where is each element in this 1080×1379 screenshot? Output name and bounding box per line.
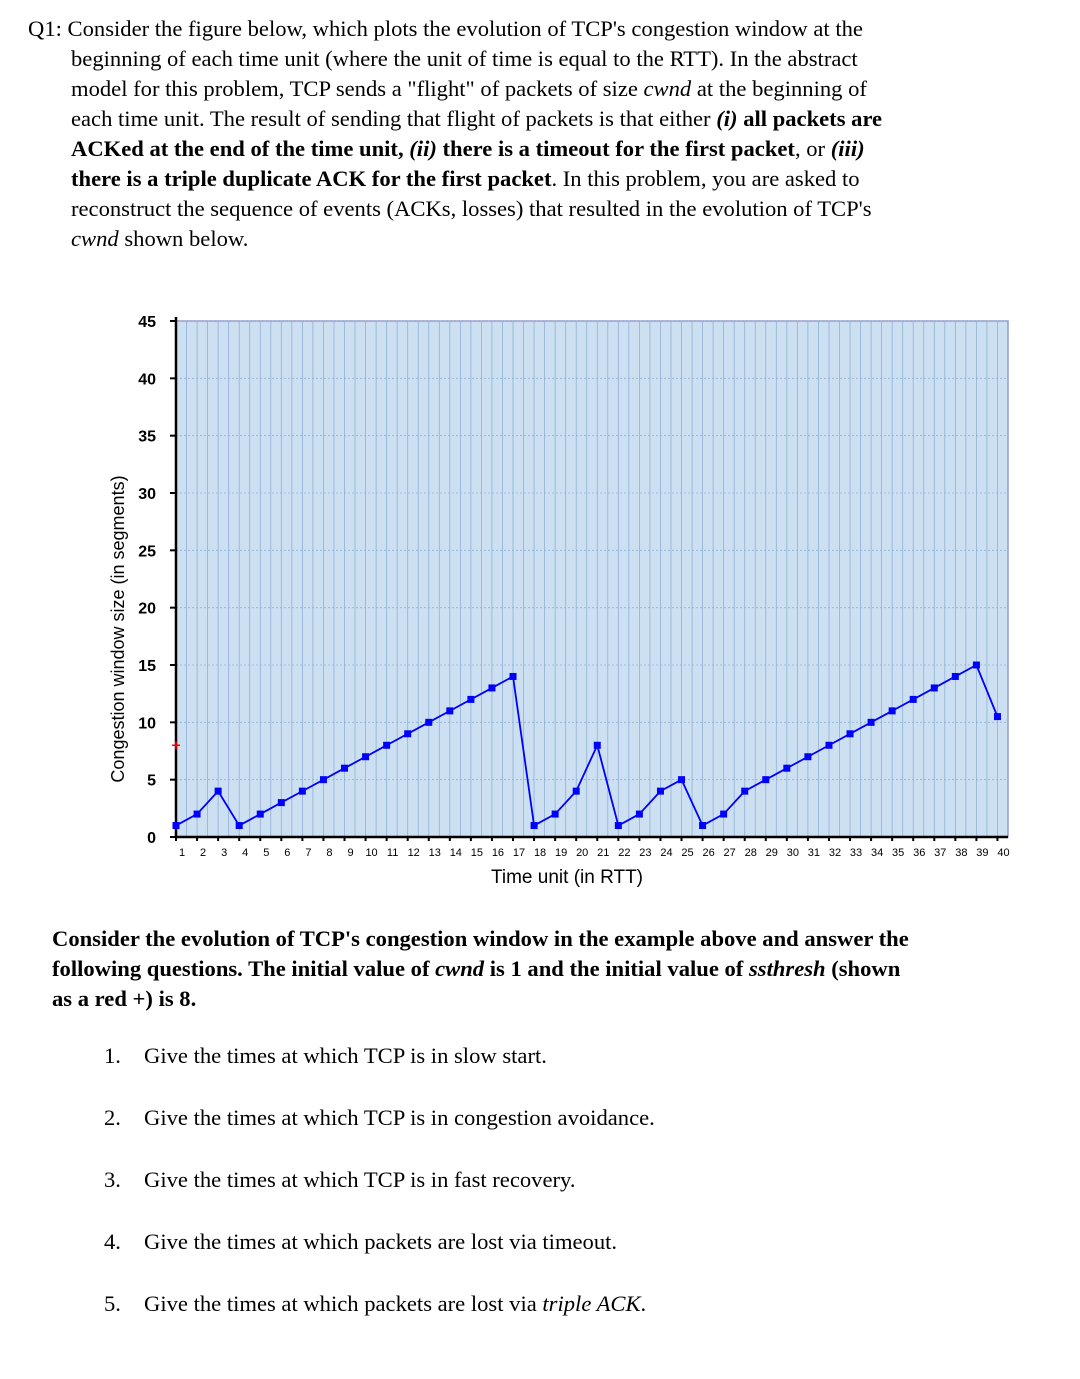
question-item: 2. Give the times at which TCP is in congestion avoidance.	[104, 1105, 655, 1130]
y-tick-label: 5	[147, 772, 156, 790]
x-tick-label: 31	[807, 847, 821, 859]
plot-area	[176, 321, 1008, 837]
x-tick-label: 21	[597, 847, 610, 859]
x-tick-label: 39	[976, 847, 989, 859]
cwnd-point	[699, 822, 706, 829]
cwnd-point	[573, 788, 580, 795]
cwnd-point	[973, 662, 980, 669]
cwnd-point	[257, 811, 264, 818]
cwnd-point	[720, 811, 727, 818]
x-tick-label: 1	[178, 847, 186, 859]
x-tick-label: 19	[555, 847, 568, 859]
question-item: 4. Give the times at which packets are lost via timeout.	[104, 1229, 618, 1254]
question-item: 1. Give the times at which TCP is in slow start.	[104, 1043, 547, 1068]
cwnd-point	[383, 742, 390, 749]
cwnd-point	[847, 730, 854, 737]
cwnd-point	[594, 742, 601, 749]
x-tick-label: 10	[365, 847, 378, 859]
cwnd-point	[341, 765, 348, 772]
question-line-1: Q1: Consider the figure below, which plots the evolution of TCP's congestion window at the	[28, 16, 863, 41]
question-item: 3. Give the times at which TCP is in fast recovery.	[104, 1167, 576, 1192]
x-tick-label: 22	[618, 847, 631, 859]
x-tick-label: 29	[765, 847, 778, 859]
cwnd-point	[425, 719, 432, 726]
y-tick-label: 35	[138, 428, 156, 446]
cwnd-point	[952, 673, 959, 680]
cwnd-point	[362, 753, 369, 760]
x-tick-label: 20	[576, 847, 589, 859]
cwnd-point	[278, 799, 285, 806]
question-item: 5. Give the times at which packets are lost via triple ACK.	[104, 1291, 647, 1316]
x-tick-label: 25	[681, 847, 694, 859]
cwnd-point	[404, 730, 411, 737]
cwnd-point	[910, 696, 917, 703]
x-tick-label: 5	[263, 847, 270, 859]
cwnd-point	[510, 673, 517, 680]
x-tick-label: 40	[997, 847, 1010, 859]
cwnd-point	[657, 788, 664, 795]
cwnd-point	[825, 742, 832, 749]
question-body: beginning of each time unit (where the unit of time is equal to the RTT). In the abstract model for this problem, TCP sends a "flight" of packets of size cwnd at the beginning of each time unit. The result of sending that flight of packets is that either (i) all packets are ACKed at the end of the time unit, (ii) there is a timeout for the first packet, or (iii) there is a triple duplicate ACK for the first packet. In this problem, you are asked to reconstruct the sequence of events (ACKs, losses) that resulted in the evolution of TCP's cwnd shown below.	[71, 46, 883, 251]
cwnd-point	[299, 788, 306, 795]
cwnd-point	[678, 776, 685, 783]
x-tick-label: 18	[533, 847, 547, 859]
y-tick-label: 40	[138, 371, 156, 389]
x-tick-label: 36	[913, 847, 926, 859]
cwnd-point	[552, 811, 559, 818]
cwnd-point	[320, 776, 327, 783]
x-tick-label: 30	[786, 847, 799, 859]
consider-paragraph: Consider the evolution of TCP's congestion window in the example above and answer the following questions. The initial value of cwnd is 1 and the initial value of ssthresh (shown as a red +) is 8.	[52, 926, 909, 1011]
cwnd-point	[531, 822, 538, 829]
y-tick-label: 25	[138, 543, 156, 561]
cwnd-point	[215, 788, 222, 795]
cwnd-chart	[0, 300, 1080, 900]
cwnd-point	[488, 684, 495, 691]
cwnd-point	[236, 822, 243, 829]
x-axis-title: Time unit (in RTT)	[490, 867, 644, 888]
x-tick-label: 34	[870, 847, 884, 859]
x-tick-label: 11	[386, 847, 399, 859]
y-tick-label: 30	[138, 486, 156, 503]
x-tick-label: 16	[491, 847, 505, 859]
x-tick-label: 9	[347, 847, 354, 859]
cwnd-point	[467, 696, 474, 703]
cwnd-point	[446, 707, 453, 714]
y-tick-label: 15	[138, 658, 156, 675]
y-tick-label: 45	[138, 314, 156, 331]
question-intro	[28, 14, 1038, 254]
x-tick-label: 35	[892, 847, 905, 859]
cwnd-point	[194, 811, 201, 818]
x-tick-label: 37	[934, 847, 947, 859]
x-tick-label: 3	[221, 847, 228, 859]
cwnd-point	[636, 811, 643, 818]
x-tick-label: 4	[242, 847, 249, 859]
y-axis-title: Congestion window size (in segments)	[108, 475, 128, 783]
cwnd-point	[783, 765, 790, 772]
x-tick-label: 28	[744, 847, 757, 859]
cwnd-point	[615, 822, 622, 829]
x-tick-label: 2	[200, 847, 207, 859]
cwnd-point	[173, 822, 180, 829]
question-list	[104, 1043, 655, 1353]
y-tick-label: 20	[138, 600, 156, 618]
x-tick-label: 38	[955, 847, 968, 859]
question-label: Q1:	[28, 16, 62, 41]
cwnd-point	[762, 776, 769, 783]
cwnd-point	[804, 753, 811, 760]
x-tick-label: 7	[305, 847, 312, 859]
x-tick-label: 23	[639, 847, 652, 859]
x-tick-label: 13	[428, 847, 441, 859]
y-tick-label: 10	[138, 715, 156, 733]
x-tick-label: 14	[449, 847, 462, 859]
x-tick-label: 24	[660, 847, 673, 859]
x-tick-label: 12	[407, 847, 420, 859]
x-tick-label: 6	[284, 847, 291, 859]
cwnd-point	[994, 713, 1001, 720]
cwnd-point	[931, 684, 938, 691]
x-tick-label: 17	[512, 847, 526, 859]
x-tick-label: 33	[849, 847, 863, 859]
x-tick-label: 32	[828, 847, 842, 859]
x-tick-label: 15	[470, 847, 484, 859]
cwnd-point	[868, 719, 875, 726]
cwnd-point	[889, 707, 896, 714]
x-tick-label: 27	[723, 847, 736, 859]
x-tick-label: 26	[702, 847, 715, 859]
x-tick-label: 8	[326, 847, 333, 859]
cwnd-point	[741, 788, 748, 795]
y-tick-label: 0	[147, 830, 156, 847]
